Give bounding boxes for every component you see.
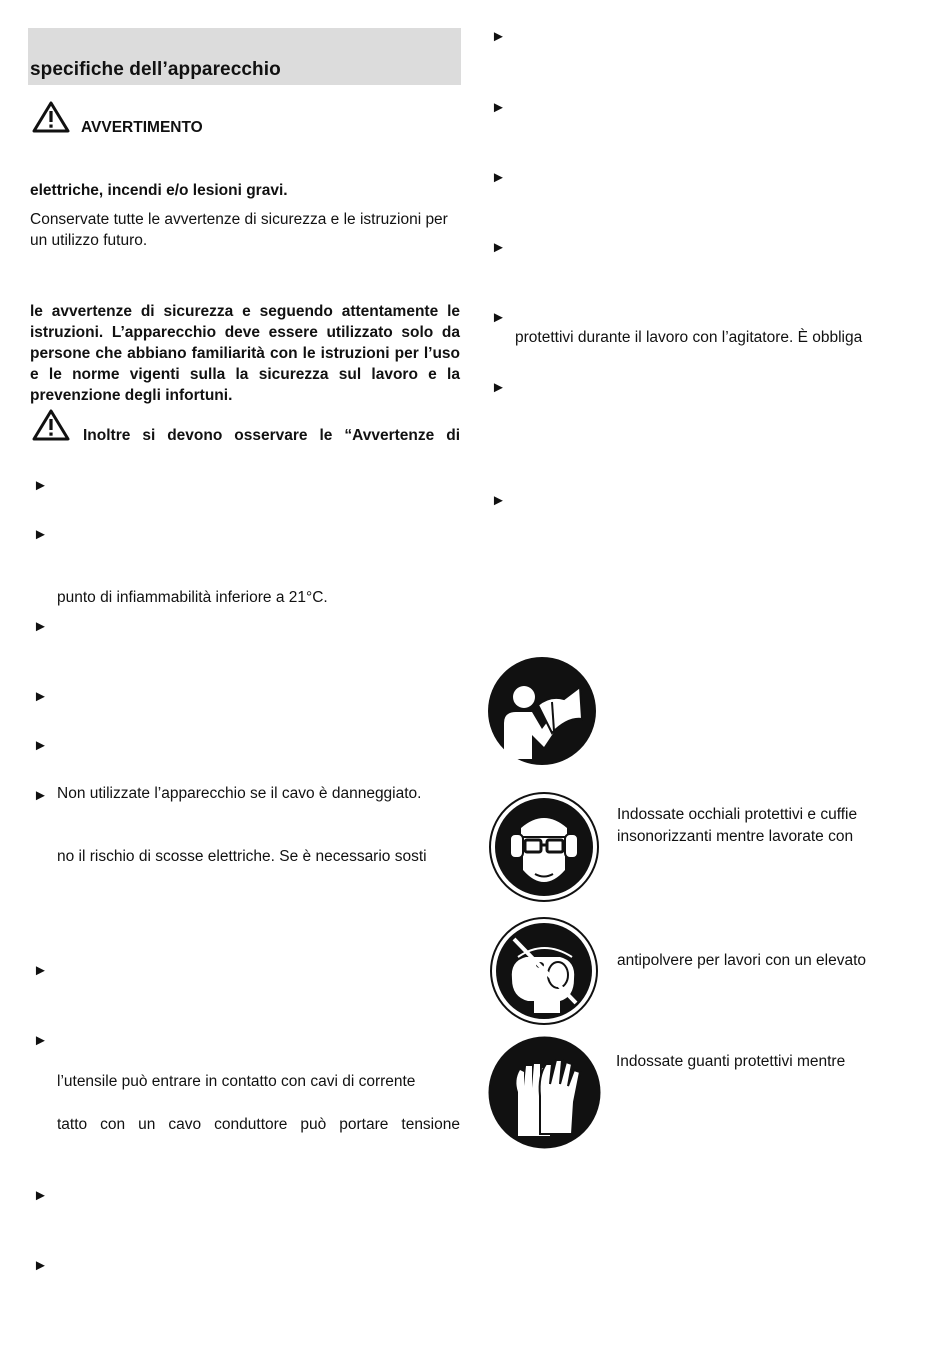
dust-mask-text: antipolvere per lavori con un elevato — [617, 952, 867, 969]
bullet-arrow-icon: ► — [33, 526, 48, 543]
bullet-arrow-icon: ► — [491, 239, 506, 256]
bullet-arrow-icon: ► — [491, 309, 506, 326]
goggles-text-line1: Indossate occhiali protettivi e cuffie — [617, 806, 858, 823]
bullet-arrow-icon: ► — [491, 492, 506, 509]
safety-bold-paragraph: le avvertenze di sicurezza e seguendo attentamente le istruzioni. L’apparecchio deve essere utilizzato solo da persone che abbiano familiarità con le istruzioni per l’uso e le norme vigenti sulla la sicurezza sul lavoro e la prevenzione degli infortuni. — [30, 303, 460, 404]
bullet-arrow-icon: ► — [33, 1032, 48, 1049]
bullet-arrow-icon: ► — [491, 169, 506, 186]
tool-contact-text: l’utensile può entrare in contatto con cavi di corrente — [57, 1073, 416, 1090]
cable-damaged-text: Non utilizzate l’apparecchio se il cavo è danneggiato. — [57, 785, 422, 802]
flash-point-text: punto di infiammabilità inferiore a 21°C. — [57, 589, 328, 606]
goggles-text-line2: insonorizzanti mentre lavorate con — [617, 828, 854, 845]
protective-gloves-icon — [488, 1036, 601, 1149]
warning-bold-line: elettriche, incendi e/o lesioni gravi. — [30, 182, 288, 199]
shock-risk-text: no il rischio di scosse elettriche. Se è necessario sosti — [57, 848, 427, 865]
keep-instructions-text: Conservate tutte le avvertenze di sicurezza e le istruzioni per un utilizzo futuro. — [30, 211, 448, 249]
bullet-arrow-icon: ► — [491, 379, 506, 396]
bullet-arrow-icon: ► — [33, 618, 48, 635]
warning-triangle-icon — [31, 408, 71, 442]
bullet-arrow-icon: ► — [33, 1187, 48, 1204]
observe-warnings-line: Inoltre si devono osservare le “Avvertenze di — [83, 427, 460, 444]
protective-text: protettivi durante il lavoro con l’agitatore. È obbliga — [515, 329, 863, 346]
bullet-arrow-icon: ► — [33, 787, 48, 804]
gloves-text: Indossate guanti protettivi mentre — [616, 1053, 846, 1070]
conductor-text: tatto con un cavo conduttore può portare tensione — [57, 1116, 460, 1133]
bullet-arrow-icon: ► — [33, 1257, 48, 1274]
bullet-arrow-icon: ► — [33, 737, 48, 754]
dust-mask-icon — [490, 917, 598, 1025]
section-title: specifiche dell’apparecchio — [30, 59, 281, 80]
warning-label: AVVERTIMENTO — [81, 119, 203, 136]
read-manual-icon — [488, 657, 596, 765]
warning-triangle-icon — [31, 100, 71, 134]
bullet-arrow-icon: ► — [33, 477, 48, 494]
bullet-arrow-icon: ► — [33, 962, 48, 979]
bullet-arrow-icon: ► — [33, 688, 48, 705]
goggles-earmuffs-icon — [489, 792, 599, 902]
bullet-arrow-icon: ► — [491, 28, 506, 45]
bullet-arrow-icon: ► — [491, 99, 506, 116]
